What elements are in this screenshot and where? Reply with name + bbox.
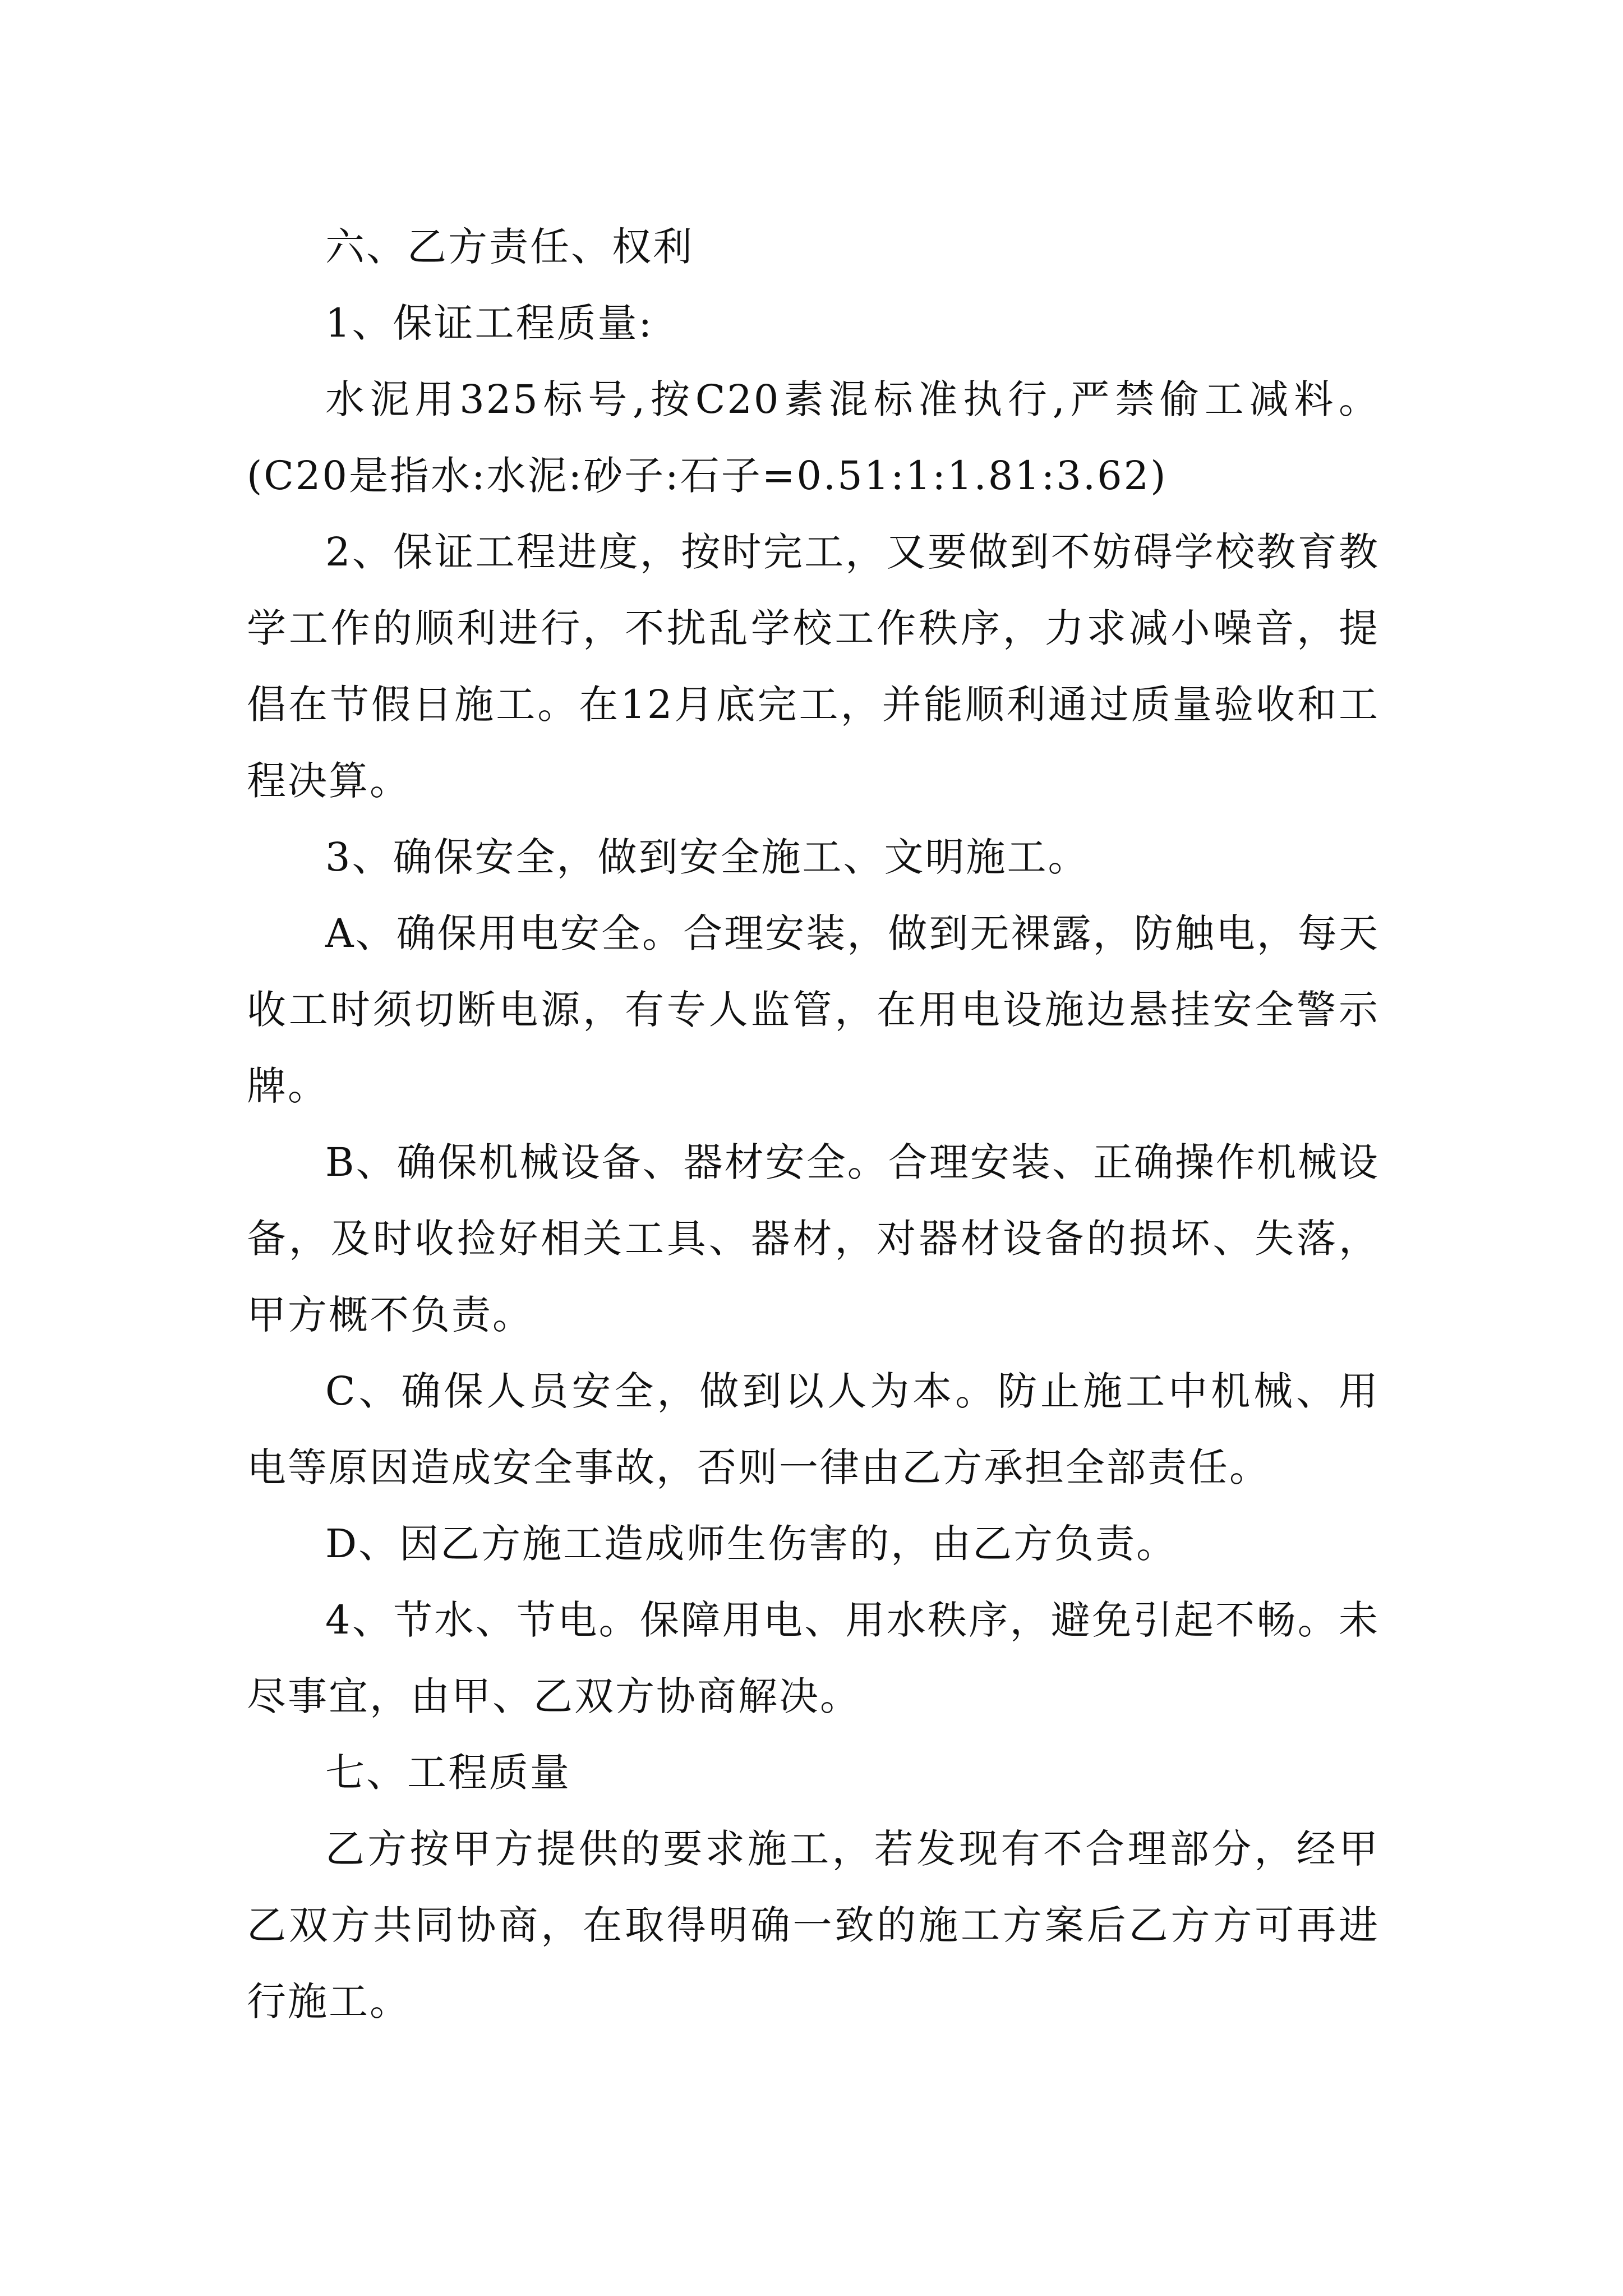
paragraph-electrical-safety: A、确保用电安全。合理安装，做到无裸露，防触电，每天收工时须切断电源，有专人监管，在用电设施边悬挂安全警示牌。 [247, 910, 1380, 1109]
paragraph-water-power: 4、节水、节电。保障用电、用水秩序，避免引起不畅。未尽事宜，由甲、乙双方协商解决。 [247, 1597, 1380, 1719]
paragraph-safety: 3、确保安全，做到安全施工、文明施工。 [325, 834, 1089, 880]
paragraph-schedule: 2、保证工程进度，按时完工，又要做到不妨碍学校教育教学工作的顺利进行，不扰乱学校工作秩序，力求减小噪音，提倡在节假日施工。在12月底完工，并能顺利通过质量验收和工程决算。 [247, 529, 1380, 804]
paragraph-quality-guarantee: 1、保证工程质量: [325, 300, 654, 346]
paragraph-injury-liability: D、因乙方施工造成师生伤害的，由乙方负责。 [325, 1521, 1178, 1567]
paragraph-equipment-safety: B、确保机械设备、器材安全。合理安装、正确操作机械设备，及时收捡好相关工具、器材，对器材设备的损坏、失落，甲方概不负责。 [247, 1139, 1380, 1338]
paragraph-cement-spec: 水泥用325标号,按C20素混标准执行,严禁偷工减料。(C20是指水:水泥:砂子:石子=0.51:1:1.81:3.62) [247, 376, 1380, 499]
section-heading-party-b-duties: 六、乙方责任、权利 [325, 224, 694, 270]
document-body [247, 209, 1380, 2040]
paragraph-construction-requirements: 乙方按甲方提供的要求施工，若发现有不合理部分，经甲乙双方共同协商，在取得明确一致的施工方案后乙方方可再进行施工。 [247, 1826, 1380, 2024]
paragraph-personnel-safety: C、确保人员安全，做到以人为本。防止施工中机械、用电等原因造成安全事故，否则一律由乙方承担全部责任。 [247, 1368, 1380, 1490]
section-heading-project-quality: 七、工程质量 [325, 1750, 571, 1796]
